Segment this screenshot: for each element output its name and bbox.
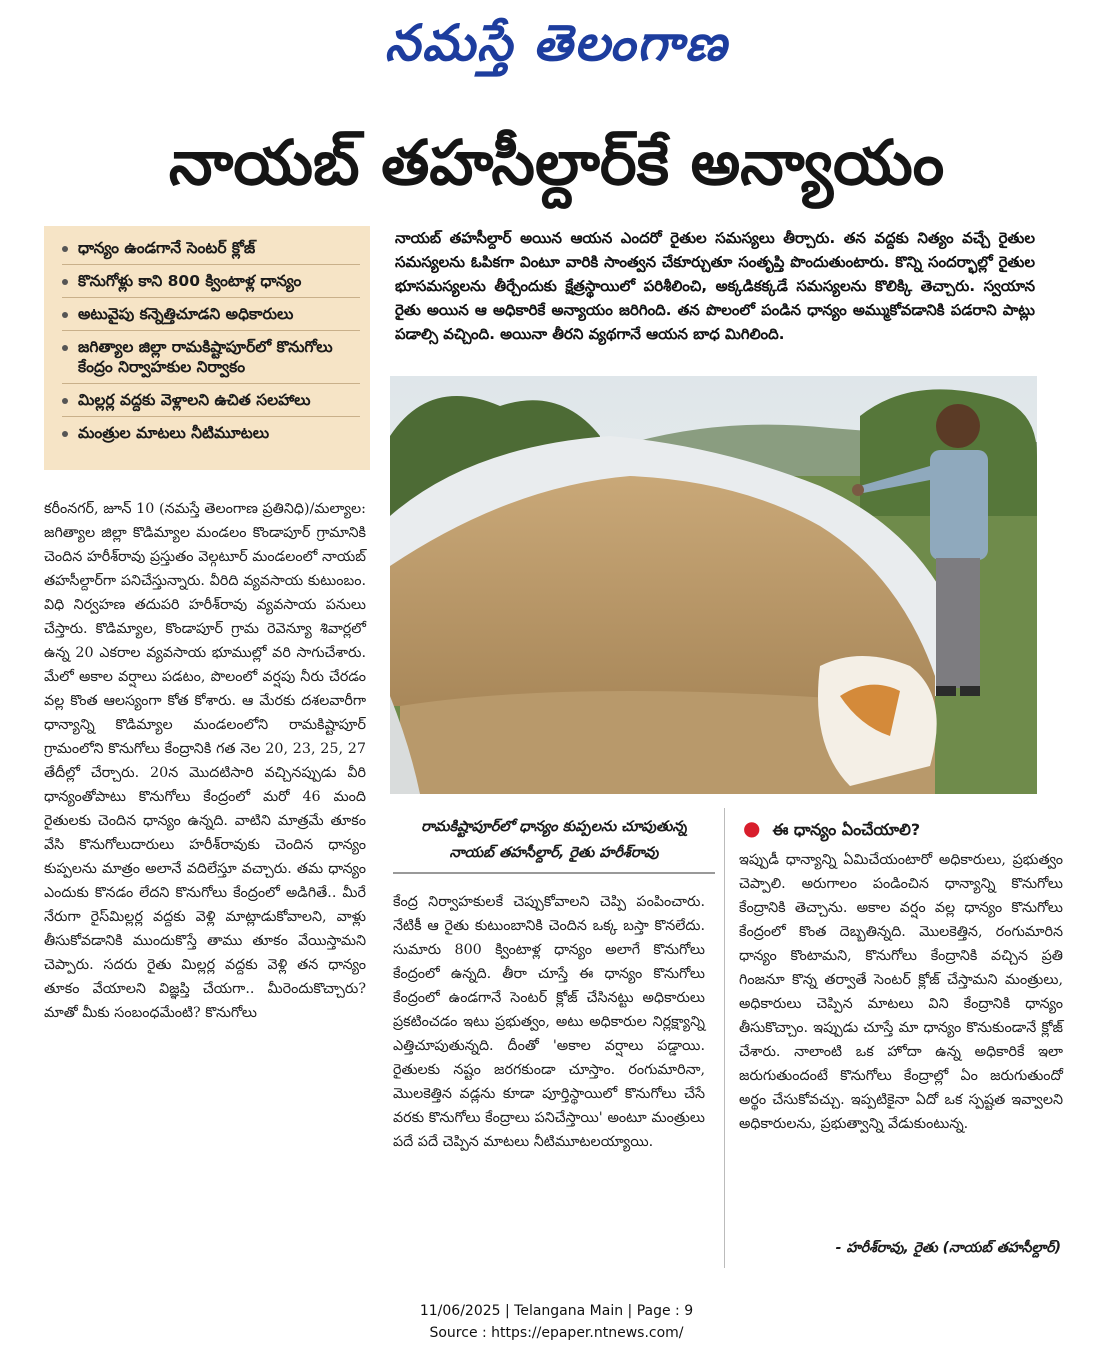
quote-sidebox: [724, 808, 1067, 1268]
article-column-2: కేంద్ర నిర్వాహకులకే చెప్పుకోవాలని చెప్పి పంపించారు. నేటికీ ఆ రైతు కుటుంబానికి చెందిన ఒక్క బస్తా కొనలేదు. సుమారు 800 క్వింటాళ్ల ధాన్యం అలాగే కొనుగోలు కేంద్రంలో ఉన్నది. తీరా చూస్తే ఈ ధాన్యం కొనుగోలు కేంద్రంలో ఉండగానే సెంటర్ క్లోజ్ చేసినట్టు అధికారులు ప్రకటించడం ఇటు ప్రభుత్వం, అటు అధికారుల నిర్లక్ష్యాన్ని ఎత్తిచూపుతున్నది. దీంతో 'అకాల వర్షాలు పడ్డాయి. రైతులకు నష్టం జరగకుండా చూస్తాం. రంగుమారినా, మొలకెత్తిన వడ్లను కూడా పూర్తిస్థాయిలో కొనుగోలు చేసే వరకు కొనుగోలు కేంద్రాలు పనిచేస్తాయి' అంటూ మంత్రులు పదే పదే చెప్పిన మాటలు నీటిమూటలయ్యాయి.: [393, 894, 705, 1150]
footer-edition: 11/06/2025 | Telangana Main | Page : 9: [419, 1303, 694, 1319]
highlight-item: జగిత్యాల జిల్లా రామకిష్టాపూర్‌లో కొనుగోలు కేంద్రం నిర్వాహకుల నిర్వాకం: [62, 331, 360, 384]
sidebox-signature: - హరీశ్‌రావు, రైతు (నాయబ్ తహసీల్దార్): [835, 1240, 1061, 1256]
sidebox-title: [743, 816, 920, 843]
caption-line-1: రామకిష్టాపూర్‌లో ధాన్యం కుప్పలను చూపుతున్న: [421, 819, 687, 835]
masthead-logo: నమస్తే తెలంగాణ: [384, 13, 729, 72]
highlights-box: [44, 226, 370, 470]
footer-source: Source : https://epaper.ntnews.com/: [429, 1325, 684, 1341]
article-column-1: కరీంనగర్, జూన్ 10 (నమస్తే తెలంగాణ ప్రతినిధి)/మల్యాల: జగిత్యాల జిల్లా కొడిమ్యాల మండలం కొండాపూర్ గ్రామానికి చెందిన హరీశ్‌రావు ప్రస్తుతం వెల్గటూర్ మండలంలో నాయబ్ తహసీల్దార్‌గా పనిచేస్తున్నారు. వీరిది వ్యవసాయ కుటుంబం. విధి నిర్వహణ తదుపరి హరీశ్‌రావు వ్యవసాయ పనులు చేస్తారు. కొడిమ్యాల, కొండాపూర్ గ్రామ రెవెన్యూ శివార్లలో ఉన్న 20 ఎకరాల వ్యవసాయ భూముల్లో వరి సాగుచేశారు. మేలో అకాల వర్షాలు పడటం, పొలంలో వర్షపు నీరు చేరడం వల్ల కొంత ఆలస్యంగా కోత కోశారు. ఆ మేరకు దశలవారీగా ధాన్యాన్ని కొడిమ్యాల మండలంలోని రామకిష్టాపూర్ గ్రామంలోని కొనుగోలు కేంద్రానికి గత నెల 20, 23, 25, 27 తేదీల్లో చేర్చారు. 20న మొదటిసారి వచ్చినప్పుడు వీరి ధాన్యంతోపాటు కొనుగోలు కేంద్రంలో మరో 46 మంది రైతులకు చెందిన ధాన్యం ఉన్నది. వాటిని మాత్రమే తూకం వేసి కొనుగోలుదారులు హరీశ్‌రావుకు చెందిన ధాన్యం కుప్పలను మాత్రం అలానే వదిలేస్తూ వచ్చారు. తమ ధాన్యం ఎందుకు కొనడం లేదని కొనుగోలు కేంద్రంలో అడిగితే.. మీరే నేరుగా రైస్‌మిల్లర్ల వద్దకు వెళ్లి మాట్లాడుకోవాలని, వాళ్లు తీసుకోవడానికి ముందుకొస్తే తాము తూకం వేయిస్తామని చెప్పారు. సదరు రైతు మిల్లర్ల వద్దకు వెళ్లి తన ధాన్యం తూకం వేయాలని విజ్ఞప్తి చేయగా.. మీరెందుకొచ్చారు? మాతో మీకు సంబంధమేంటి? కొనుగోలు: [44, 501, 366, 1021]
highlight-item: ధాన్యం ఉండగానే సెంటర్ క్లోజ్: [62, 232, 360, 265]
highlight-item: అటువైపు కన్నెత్తిచూడని అధికారులు: [62, 298, 360, 331]
sidebox-title-text: ఈ ధాన్యం ఏంచేయాలి?: [772, 820, 921, 839]
intro-paragraph: నాయబ్ తహసీల్దార్ అయిన ఆయన ఎందరో రైతుల సమస్యలు తీర్చారు. తన వద్దకు నిత్యం వచ్చే రైతుల సమస్యలను ఓపికగా వింటూ వారికి సాంత్వన చేకూర్చుతూ సంతృప్తి పొందుతుంటారు. కొన్ని సందర్భాల్లో రైతుల భూసమస్యలను తీర్చేందుకు క్షేత్రస్థాయిలో పరిశీలించి, అక్కడికక్కడే సమస్యలను కొలిక్కి తెచ్చారు. స్వయాన రైతు అయిన ఆ అధికారికే అన్యాయం జరిగింది. తన పొలంలో పండిన ధాన్యం అమ్ముకోవడానికి పడరాని పాట్లు పడాల్సి వచ్చింది. అయినా తీరని వ్యథగానే ఆయన బాధ మిగిలింది.: [395, 229, 1035, 343]
news-photo: [390, 376, 1037, 794]
highlight-item: మంత్రుల మాటలు నీటిమూటలు: [62, 417, 360, 449]
caption-line-2: నాయబ్ తహసీల్దార్, రైతు హరీశ్‌రావు: [449, 845, 659, 861]
farmer-grain-photo: [390, 376, 1037, 794]
highlight-item: మిల్లర్ల వద్దకు వెళ్లాలని ఉచిత సలహాలు: [62, 384, 360, 417]
photo-caption: [393, 814, 715, 874]
page-headline: నాయబ్ తహసీల్దార్‌కే అన్యాయం: [168, 126, 945, 199]
bullet-icon: ●: [743, 816, 761, 840]
highlight-item: కొనుగోళ్లు కాని 800 క్వింటాళ్ల ధాన్యం: [62, 265, 360, 298]
sidebox-body: ఇప్పుడీ ధాన్యాన్ని ఏమిచేయంటారో అధికారులు, ప్రభుత్వం చెప్పాలి. అరుగాలం పండించిన ధాన్యాన్ని కొనుగోలు కేంద్రానికి తెచ్చాను. అకాల వర్షం వల్ల ధాన్యం కొనుగోలు కేంద్రంలో కొంత దెబ్బతిన్నది. మొలకెత్తిన, రంగుమారిన ధాన్యం కొంటామని, కొనుగోలు కేంద్రానికి వచ్చిన ప్రతి గింజనూ కొన్న తర్వాతే సెంటర్ క్లోజ్ చేస్తామని మంత్రులు, అధికారులు చెప్పిన మాటలు విని కేంద్రానికి ధాన్యం తీసుకొచ్చాం. ఇప్పుడు చూస్తే మా ధాన్యం కొనుకుండానే క్లోజ్ చేశారు. నాలాంటి ఒక హోదా ఉన్న అధికారికే ఇలా జరుగుతుందంటే కొనుగోలు కేంద్రాల్లో ఏం జరుగుతుందో అర్థం చేసుకోవచ్చు. ఇప్పటికైనా ఏదో ఒక స్పష్టత ఇవ్వాలని అధికారులను, ప్రభుత్వాన్ని వేడుకుంటున్న.: [739, 852, 1063, 1132]
page-footer: [0, 1300, 1113, 1344]
